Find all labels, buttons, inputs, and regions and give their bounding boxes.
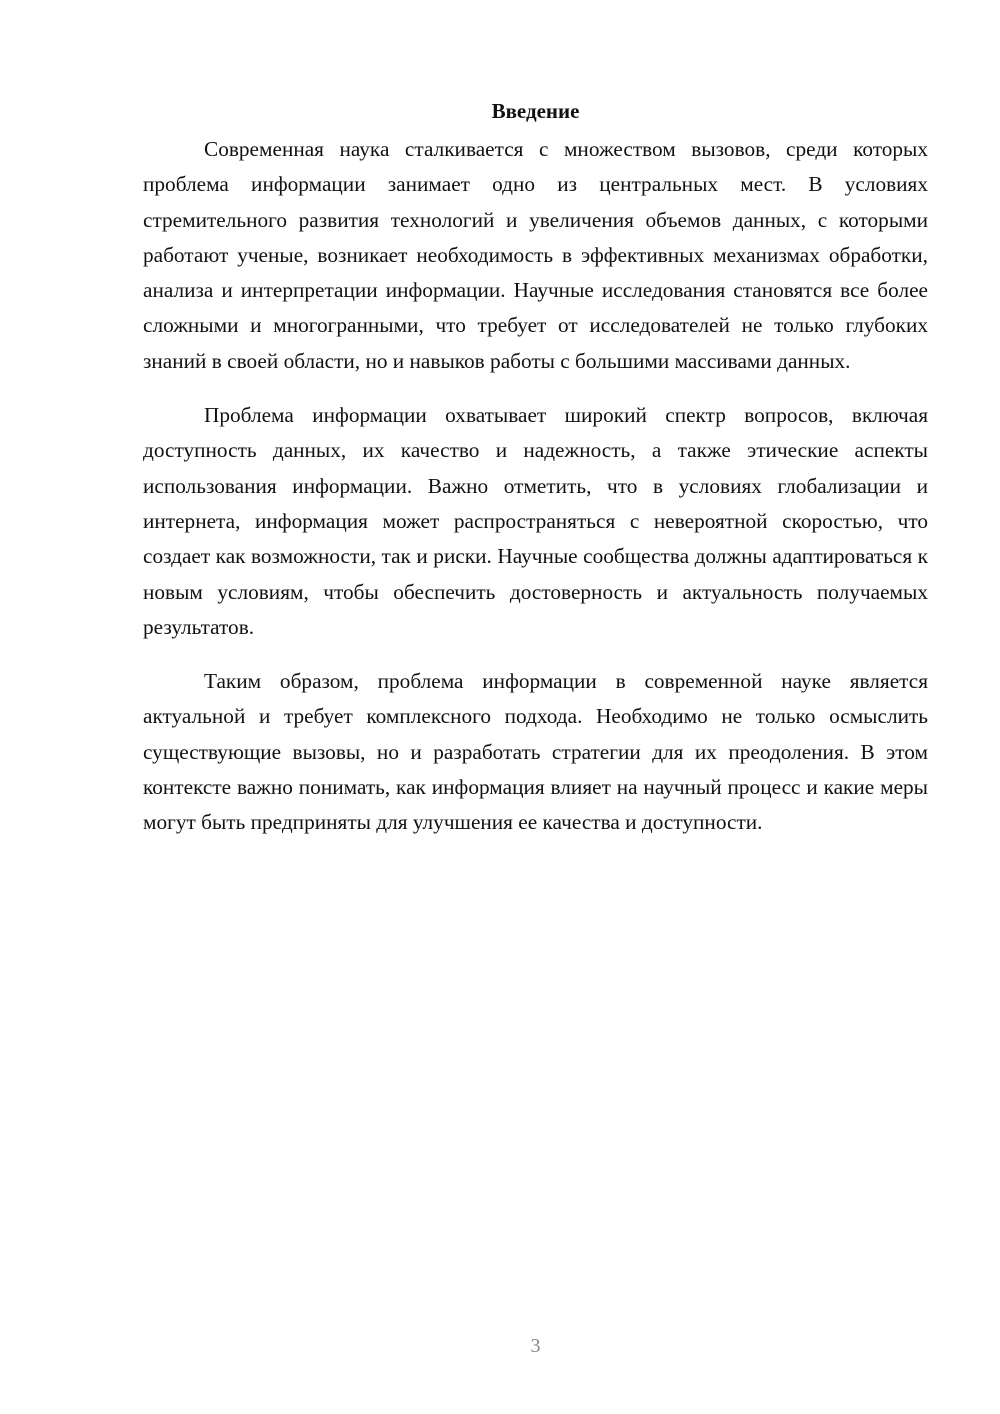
page-number: 3: [530, 1335, 541, 1357]
section-title: Введение: [491, 99, 580, 123]
paragraph-2: Проблема информации охватывает широкий спектр вопросов, включая доступность данных, их качество и надежность, а также этические аспекты использования информации. Важно отметить, что в условиях глобализации и интернета, информация может распространяться с невероятной скоростью, что создает как возможности, так и риски. Научные сообщества должны адаптироваться к новым условиям, чтобы обеспечить достоверность и актуальность получаемых результатов.: [143, 403, 928, 639]
paragraph-3: Таким образом, проблема информации в современной науке является актуальной и требует комплексного подхода. Необходимо не только осмыслить существующие вызовы, но и разработать стратегии для их преодоления. В этом контексте важно понимать, как информация влияет на научный процесс и какие меры могут быть предприняты для улучшения ее качества и доступности.: [143, 669, 928, 835]
paragraph-1: Современная наука сталкивается с множеством вызовов, среди которых проблема информации занимает одно из центральных мест. В условиях стремительного развития технологий и увеличения объемов данных, с которыми работают ученые, возникает необходимость в эффективных механизмах обработки, анализа и интерпретации информации. Научные исследования становятся все более сложными и многогранными, что требует от исследователей не только глубоких знаний в своей области, но и навыков работы с большими массивами данных.: [143, 137, 928, 373]
page-content: [143, 96, 928, 841]
